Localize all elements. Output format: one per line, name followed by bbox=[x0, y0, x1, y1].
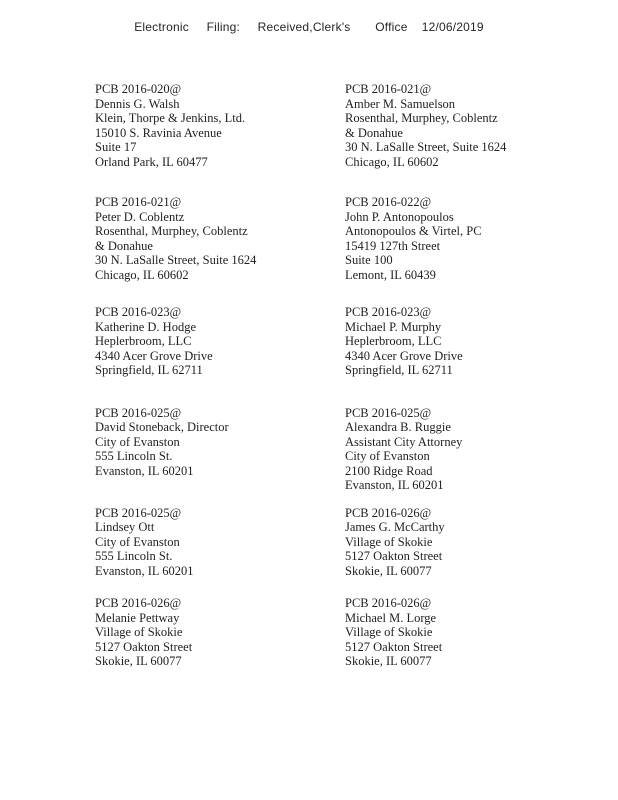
address-line: Evanston, IL 60201 bbox=[345, 478, 444, 492]
address-line: Katherine D. Hodge bbox=[95, 319, 197, 334]
address-line: Klein, Thorpe & Jenkins, Ltd. bbox=[95, 111, 246, 125]
service-block bbox=[95, 82, 345, 169]
service-block bbox=[95, 506, 345, 579]
address-line: City of Evanston bbox=[345, 449, 430, 463]
service-block bbox=[95, 596, 345, 669]
address-line: 15419 127th Street bbox=[345, 238, 441, 253]
case-number: PCB 2016-022@ bbox=[345, 195, 432, 209]
case-number: PCB 2016-026@ bbox=[345, 505, 432, 520]
address-line: Springfield, IL 62711 bbox=[345, 363, 453, 377]
address-line: Lemont, IL 60439 bbox=[345, 267, 436, 282]
address-lines bbox=[95, 97, 345, 170]
address-line: City of Evanston bbox=[95, 534, 180, 549]
address-line: Alexandra B. Ruggie bbox=[345, 420, 451, 434]
address-line: Antonopoulos & Virtel, PC bbox=[345, 224, 482, 238]
address-line: 2100 Ridge Road bbox=[345, 463, 433, 478]
service-row bbox=[95, 506, 618, 579]
address-lines bbox=[95, 210, 345, 283]
address-line: 5127 Oakton Street bbox=[345, 639, 443, 654]
service-block bbox=[345, 82, 595, 169]
address-line: & Donahue bbox=[345, 125, 403, 140]
address-lines bbox=[95, 611, 345, 669]
address-line: 30 N. LaSalle Street, Suite 1624 bbox=[95, 253, 257, 267]
address-line: Skokie, IL 60077 bbox=[95, 654, 182, 668]
address-line: Chicago, IL 60602 bbox=[95, 267, 189, 282]
service-block bbox=[95, 305, 345, 378]
address-line: 4340 Acer Grove Drive bbox=[345, 348, 463, 363]
case-number: PCB 2016-023@ bbox=[95, 305, 182, 319]
address-line: Suite 17 bbox=[95, 140, 137, 154]
case-number: PCB 2016-020@ bbox=[95, 82, 182, 96]
address-line: 5127 Oakton Street bbox=[345, 549, 443, 563]
address-line: Michael M. Lorge bbox=[345, 610, 437, 625]
address-line: Village of Skokie bbox=[95, 625, 183, 639]
case-number: PCB 2016-025@ bbox=[345, 405, 432, 420]
address-lines bbox=[345, 520, 595, 578]
address-line: 5127 Oakton Street bbox=[95, 639, 193, 654]
service-block bbox=[345, 195, 595, 282]
address-line: 4340 Acer Grove Drive bbox=[95, 348, 213, 363]
electronic-filing-stamp: Electronic Filing: Received,Clerk's Office 12/06/2019 bbox=[134, 20, 484, 34]
case-number: PCB 2016-026@ bbox=[345, 596, 432, 610]
service-block bbox=[345, 506, 595, 579]
address-line: Dennis G. Walsh bbox=[95, 96, 180, 111]
service-block bbox=[95, 195, 345, 282]
address-lines bbox=[95, 320, 345, 378]
address-lines bbox=[345, 420, 595, 493]
address-line: Lindsey Ott bbox=[95, 520, 155, 534]
address-line: Peter D. Coblentz bbox=[95, 209, 185, 224]
address-line: & Donahue bbox=[95, 238, 153, 253]
address-line: Heplerbroom, LLC bbox=[95, 334, 192, 348]
address-line: Village of Skokie bbox=[345, 534, 433, 549]
service-row bbox=[95, 195, 618, 282]
case-number: PCB 2016-021@ bbox=[345, 82, 432, 96]
address-line: Melanie Pettway bbox=[95, 610, 180, 625]
address-line: Assistant City Attorney bbox=[345, 434, 463, 449]
address-line: James G. McCarthy bbox=[345, 520, 445, 534]
address-line: John P. Antonopoulos bbox=[345, 209, 454, 224]
service-row bbox=[95, 406, 618, 493]
service-row bbox=[95, 82, 618, 169]
address-line: Rosenthal, Murphey, Coblentz bbox=[345, 111, 498, 125]
case-number: PCB 2016-021@ bbox=[95, 195, 182, 209]
address-lines bbox=[95, 420, 345, 478]
address-line: Skokie, IL 60077 bbox=[345, 563, 432, 578]
address-line: Michael P. Murphy bbox=[345, 319, 442, 334]
address-line: Rosenthal, Murphey, Coblentz bbox=[95, 224, 248, 238]
address-line: Chicago, IL 60602 bbox=[345, 154, 439, 169]
address-lines bbox=[95, 520, 345, 578]
address-line: 555 Lincoln St. bbox=[95, 449, 173, 463]
service-block bbox=[345, 406, 595, 493]
address-line: Village of Skokie bbox=[345, 625, 433, 639]
address-lines bbox=[345, 320, 595, 378]
service-row bbox=[95, 596, 618, 669]
address-line: Springfield, IL 62711 bbox=[95, 363, 203, 377]
service-row bbox=[95, 305, 618, 378]
address-line: Heplerbroom, LLC bbox=[345, 334, 442, 348]
service-block bbox=[345, 305, 595, 378]
address-lines bbox=[345, 611, 595, 669]
service-block bbox=[95, 406, 345, 479]
address-line: David Stoneback, Director bbox=[95, 420, 229, 434]
address-line: Orland Park, IL 60477 bbox=[95, 154, 208, 169]
address-line: Evanston, IL 60201 bbox=[95, 463, 194, 478]
service-block bbox=[345, 596, 595, 669]
address-line: Skokie, IL 60077 bbox=[345, 654, 432, 668]
address-line: 30 N. LaSalle Street, Suite 1624 bbox=[345, 140, 507, 154]
service-list bbox=[0, 82, 618, 669]
address-line: Suite 100 bbox=[345, 253, 393, 267]
case-number: PCB 2016-025@ bbox=[95, 505, 182, 520]
address-line: 555 Lincoln St. bbox=[95, 549, 173, 563]
case-number: PCB 2016-026@ bbox=[95, 596, 182, 610]
address-line: Evanston, IL 60201 bbox=[95, 563, 194, 578]
case-number: PCB 2016-025@ bbox=[95, 405, 182, 420]
address-line: Amber M. Samuelson bbox=[345, 96, 456, 111]
address-line: 15010 S. Ravinia Avenue bbox=[95, 125, 222, 140]
case-number: PCB 2016-023@ bbox=[345, 305, 432, 319]
address-lines bbox=[345, 97, 595, 170]
address-lines bbox=[345, 210, 595, 283]
address-line: City of Evanston bbox=[95, 434, 180, 449]
